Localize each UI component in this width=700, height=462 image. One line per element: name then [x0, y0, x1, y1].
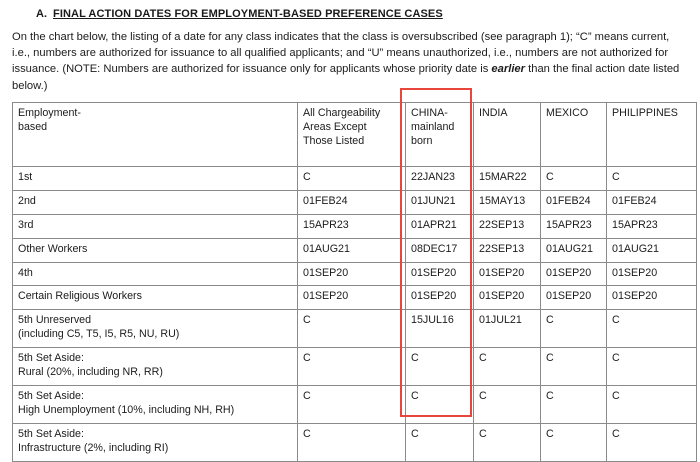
cell-china: 01SEP20 [406, 262, 474, 286]
cell-india: 01JUL21 [474, 310, 541, 348]
table-row [13, 286, 697, 310]
table-row [13, 166, 697, 190]
cell-mexico: 01FEB24 [541, 190, 607, 214]
cell-philippines: 01SEP20 [607, 286, 697, 310]
table-row [13, 214, 697, 238]
cell-india: 01SEP20 [474, 286, 541, 310]
table-row [13, 348, 697, 386]
column-header-all-chargeability: All Chargeability Areas Except Those Listed [298, 102, 406, 166]
row-label: 1st [13, 166, 298, 190]
section-letter: A. [36, 8, 47, 20]
cell-philippines: C [607, 166, 697, 190]
cell-all-chargeability: 01FEB24 [298, 190, 406, 214]
cell-mexico: 01AUG21 [541, 238, 607, 262]
row-label: 5th Set Aside: Infrastructure (2%, including RI) [13, 424, 298, 462]
cell-china: 22JAN23 [406, 166, 474, 190]
row-label: 5th Unreserved (including C5, T5, I5, R5, NU, RU) [13, 310, 298, 348]
column-header-china-mainland-born: CHINA- mainland born [406, 102, 474, 166]
column-header-employment-based: Employment- based [13, 102, 298, 166]
cell-all-chargeability: 01AUG21 [298, 238, 406, 262]
cell-china: 01APR21 [406, 214, 474, 238]
table-row [13, 424, 697, 462]
cell-india: C [474, 386, 541, 424]
cell-all-chargeability: 01SEP20 [298, 286, 406, 310]
row-label: 5th Set Aside: Rural (20%, including NR, RR) [13, 348, 298, 386]
row-label: 2nd [13, 190, 298, 214]
cell-philippines: 01SEP20 [607, 262, 697, 286]
cell-china: C [406, 386, 474, 424]
cell-philippines: C [607, 348, 697, 386]
cell-mexico: C [541, 386, 607, 424]
cell-all-chargeability: 01SEP20 [298, 262, 406, 286]
row-label: 5th Set Aside: High Unemployment (10%, including NH, RH) [13, 386, 298, 424]
cell-all-chargeability: 15APR23 [298, 214, 406, 238]
section-heading [36, 8, 692, 20]
table-row [13, 310, 697, 348]
cell-mexico: C [541, 348, 607, 386]
cell-mexico: 01SEP20 [541, 286, 607, 310]
row-label: Certain Religious Workers [13, 286, 298, 310]
table-row [13, 190, 697, 214]
final-action-dates-table [12, 102, 697, 462]
cell-india: 22SEP13 [474, 238, 541, 262]
intro-text-part2: than the final action date listed below.) [12, 63, 680, 92]
table-body [13, 166, 697, 461]
cell-philippines: 01AUG21 [607, 238, 697, 262]
cell-mexico: 01SEP20 [541, 262, 607, 286]
table-header-row [13, 102, 697, 166]
cell-india: C [474, 424, 541, 462]
cell-mexico: C [541, 424, 607, 462]
cell-india: 15MAR22 [474, 166, 541, 190]
cell-china: 01JUN21 [406, 190, 474, 214]
page-title: FINAL ACTION DATES FOR EMPLOYMENT-BASED PREFERENCE CASES [53, 8, 443, 20]
table-row [13, 238, 697, 262]
cell-philippines: C [607, 424, 697, 462]
cell-china: 01SEP20 [406, 286, 474, 310]
cell-all-chargeability: C [298, 310, 406, 348]
cell-philippines: 01FEB24 [607, 190, 697, 214]
cell-all-chargeability: C [298, 386, 406, 424]
intro-text-part1: On the chart below, the listing of a date for any class indicates that the class is oversubscribed (see paragraph 1); “C” means current, i.e., numbers are authorized for issuance to all qualified applicants; and “U” means unauthorized, i.e., numbers are not authorized for issuance. (NOTE: Numbers are authorized for issuance only for applicants whose priority date is [12, 31, 670, 76]
intro-paragraph [12, 29, 688, 94]
table-row [13, 262, 697, 286]
cell-china: C [406, 424, 474, 462]
cell-india: 15MAY13 [474, 190, 541, 214]
cell-china: C [406, 348, 474, 386]
row-label: 3rd [13, 214, 298, 238]
cell-mexico: C [541, 166, 607, 190]
cell-philippines: C [607, 386, 697, 424]
column-header-india: INDIA [474, 102, 541, 166]
column-header-philippines: PHILIPPINES [607, 102, 697, 166]
cell-all-chargeability: C [298, 348, 406, 386]
table-row [13, 386, 697, 424]
cell-mexico: C [541, 310, 607, 348]
cell-all-chargeability: C [298, 166, 406, 190]
cell-china: 08DEC17 [406, 238, 474, 262]
cell-india: C [474, 348, 541, 386]
cell-india: 01SEP20 [474, 262, 541, 286]
row-label: Other Workers [13, 238, 298, 262]
cell-china: 15JUL16 [406, 310, 474, 348]
cell-india: 22SEP13 [474, 214, 541, 238]
cell-philippines: C [607, 310, 697, 348]
cell-philippines: 15APR23 [607, 214, 697, 238]
intro-emphasis: earlier [491, 63, 526, 76]
table-header [13, 102, 697, 166]
cell-mexico: 15APR23 [541, 214, 607, 238]
column-header-mexico: MEXICO [541, 102, 607, 166]
cell-all-chargeability: C [298, 424, 406, 462]
row-label: 4th [13, 262, 298, 286]
